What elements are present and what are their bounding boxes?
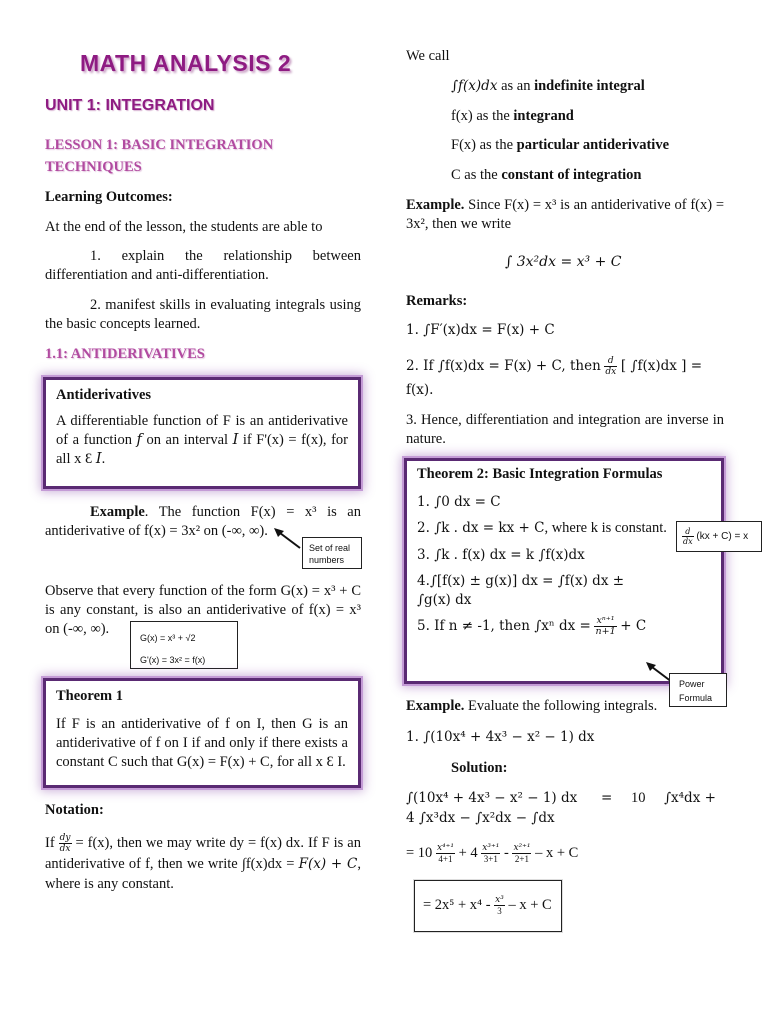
solution-line-2: 4 ∫x³dx − ∫x²dx − ∫dx: [406, 810, 555, 826]
remark-3: 3. Hence, differentiation and integration are inverse in nature.: [406, 412, 724, 447]
solution-ten: 10: [631, 790, 646, 806]
exercise-1: 1. ∫(10x⁴ + 4x³ − x² − 1) dx: [406, 729, 595, 745]
example-since: Example. Since F(x) = x³ is an antiderivative of f(x) = 3x², then we write: [406, 197, 724, 232]
example-antiderivative: Example. The function F(x) = x³ is an antiderivative of f(x) = 3x² on (-∞, ∞).: [45, 504, 361, 539]
formula-4a: 4.∫[f(x) ± g(x)] dx = ∫f(x) dx ±: [417, 573, 625, 589]
unit-heading: UNIT 1: INTEGRATION: [45, 97, 215, 114]
solution-line-3: = 10 $\frac{\text{x⁴⁺¹}}{4+1}$ + 4 $\frac{\text{x³⁺¹}}{3+1}$ - $\frac{\text{x²⁺¹}}{2+1}$ – x + C: [406, 843, 579, 865]
page-title: MATH ANALYSIS 2: [80, 50, 292, 76]
formula-3: 3. ∫k . f(x) dx = k ∫f(x)dx: [417, 547, 585, 563]
gx-line-2: G'(x) = 3x² = f(x): [140, 655, 206, 665]
solution-equals: =: [601, 790, 613, 806]
example-evaluate: Example. Evaluate the following integrals.: [406, 698, 658, 714]
we-call-label: We call: [406, 48, 450, 64]
theorem2-title: Theorem 2: Basic Integration Formulas: [417, 466, 663, 482]
gx-line-1: G(x) = x³ + √2: [140, 633, 196, 643]
theorem1-box: [43, 678, 361, 788]
outcomes-intro: At the end of the lesson, the students are able to: [45, 219, 323, 235]
note-power-formula: Power Formula: [669, 673, 727, 707]
lesson-heading: LESSON 1: BASIC INTEGRATION TECHNIQUES: [45, 137, 274, 175]
example-formula: ∫ 3x²dx = x³ + C: [505, 254, 622, 270]
theorem1-title: Theorem 1: [56, 688, 123, 704]
note-derivative-box: $\frac{d}{dx}$ (kx + C) = x: [676, 521, 762, 552]
definition-title: Antiderivatives: [56, 387, 152, 403]
outcome-1: 1. explain the relationship between differentiation and anti-differentiation.: [45, 248, 361, 283]
call-particular-antiderivative: F(x) as the particular antiderivative: [451, 137, 670, 153]
remarks-heading: Remarks:: [406, 293, 468, 309]
call-constant: C as the constant of integration: [451, 167, 642, 183]
final-answer-box: = 2x⁵ + x⁴ - $\frac{\text{x³}}{3}$ – x + C: [414, 880, 562, 932]
outcome-2: 2. manifest skills in evaluating integrals using the basic concepts learned.: [45, 297, 361, 332]
call-integrand: f(x) as the integrand: [451, 108, 574, 124]
note-real-numbers: Set of real numbers: [302, 537, 362, 569]
remark-2: 2. If ∫f(x)dx = F(x) + C, then $\frac{d}{dx}$ [ ∫f(x)dx ] = f(x).: [406, 356, 703, 398]
observe-paragraph: Observe that every function of the form G(x) = x³ + C is any constant, is also an antiderivative of f(x) = x³ on (-∞, ∞).: [45, 583, 361, 637]
gx-note-box: [130, 621, 238, 669]
formula-5: 5. If n ≠ -1, then ∫xⁿ dx = $\frac{\text{xⁿ⁺¹}}{n+1}$ + C: [417, 615, 647, 637]
notation-heading: Notation:: [45, 802, 104, 818]
solution-x4: ∫x⁴dx +: [664, 790, 716, 806]
outcomes-heading: Learning Outcomes:: [45, 189, 173, 205]
section-heading: 1.1: ANTIDERIVATIVES: [45, 346, 205, 362]
formula-1: 1. ∫0 dx = C: [417, 494, 501, 510]
theorem1-text: If F is an antiderivative of f on I, then G is an antiderivative of f on I if and only if there exists a constant C such that G(x) = F(x) + C, for all x Ɛ I.: [56, 716, 348, 770]
solution-line-1: ∫(10x⁴ + 4x³ − x² − 1) dx: [406, 790, 578, 806]
theorem2-box: [404, 458, 724, 684]
formula-2: 2. ∫k . dx = kx + C, where k is constant.: [417, 520, 667, 536]
definition-text: A differentiable function of F is an antiderivative of a function f on an interval I if F'(x) = f(x), for all x Ɛ I.: [56, 413, 348, 467]
call-indefinite-integral: ∫f(x)dx as an indefinite integral: [451, 78, 645, 94]
solution-label: Solution:: [451, 760, 508, 776]
arrow-icon: [272, 526, 302, 550]
notation-paragraph: If $\frac{dy}{dx}$ = f(x), then we may write dy = f(x) dx. If F is an antiderivative of f, then we write ∫f(x)dx = F(x) + C, where is any constant.: [45, 833, 362, 893]
formula-4b: ∫g(x) dx: [417, 592, 472, 608]
definition-box: [43, 377, 361, 489]
remark-1: 1. ∫F′(x)dx = F(x) + C: [406, 322, 555, 338]
